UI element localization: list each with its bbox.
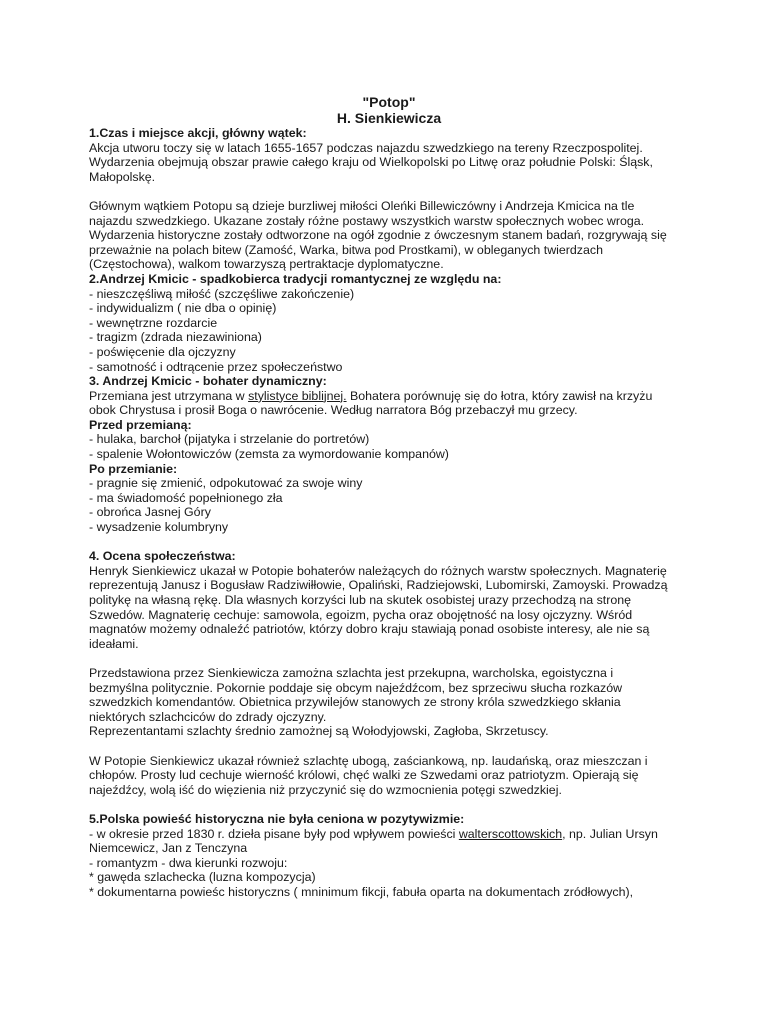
text-span: , np. Julian Ursyn	[562, 826, 658, 841]
list-item: - hulaka, barchoł (pijatyka i strzelanie do portretów)	[89, 432, 370, 447]
after-change-heading: Po przemianie:	[89, 461, 178, 476]
text-line: obok Chrystusa i prosił Boga o nawrócenie. Według narratora Bóg przebaczył mu grzecy.	[89, 403, 578, 418]
text-line: Szwedów. Magnaterię cechuje: samowola, egoizm, pycha oraz obojętność na losy ojczyzny. Wśród	[89, 607, 633, 622]
list-item: - poświęcenie dla ojczyzny	[89, 344, 236, 359]
text-line: - romantyzm - dwa kierunki rozwoju:	[89, 855, 288, 870]
text-line: najazdu szwedzkiego. Ukazane zostały różne postawy wszystkich warstw społecznych wobec wroga.	[89, 213, 645, 228]
list-item: - nieszczęśliwą miłość (szczęśliwe zakończenie)	[89, 286, 355, 301]
text-line: Małopolskę.	[89, 169, 156, 184]
text-span: Przemiana jest utrzymana w	[89, 388, 249, 403]
list-item: - samotność i odtrącenie przez społeczeństwo	[89, 359, 343, 374]
text-line: chłopów. Prosty lud cechuje wierność królowi, chęć walki ze Szwedami oraz patriotyzm. Opierają się	[89, 768, 639, 783]
text-line: W Potopie Sienkiewicz ukazał również szlachtę ubogą, zaściankową, np. laudańską, oraz mieszczan i	[89, 753, 648, 768]
text-line: magnatów możemy odnaleźć patriotów, którzy dobro kraju stawiają ponad osobiste interesy, ale nie są	[89, 622, 650, 637]
list-item: - tragizm (zdrada niezawiniona)	[89, 330, 262, 345]
document-title: "Potop"	[362, 94, 416, 110]
text-line: niektórych szlachciców do zdrady ojczyzny.	[89, 709, 327, 724]
document-author: H. Sienkiewicza	[336, 110, 442, 126]
section-1-heading: 1.Czas i miejsce akcji, główny wątek:	[89, 126, 307, 140]
list-item: - spalenie Wołontowiczów (zemsta za wymordowanie kompanów)	[89, 447, 449, 462]
text-line: reprezentują Janusz i Bogusław Radziwiłłowie, Opaliński, Radziejowski, Lubomirski, Zamoyski. Prowadzą	[89, 578, 668, 593]
text-line: bezmyślna politycznie. Pokornie poddaje się obcym najeźdźcom, bez sprzeciwu słucha rozkazów	[89, 680, 623, 695]
list-item: - obrońca Jasnej Góry	[89, 505, 211, 520]
text-line: (Częstochowa), walkom towarzyszą pertraktacje dyplomatyczne.	[89, 257, 444, 272]
section-5-heading: 5.Polska powieść historyczna nie była ceniona w pozytywizmie:	[89, 811, 465, 826]
list-item: * gawęda szlachecka (luzna kompozycja)	[89, 870, 316, 885]
list-item: - wysadzenie kolumbryny	[89, 520, 229, 535]
text-line: politykę na własną rękę. Dla własnych korzyści lub na skutek osobistej urazy przechodzą na stronę	[89, 593, 632, 607]
text-line: Przedstawiona przez Sienkiewicza zamożna szlachta jest przekupna, warcholska, egoistyczna i	[89, 665, 614, 680]
list-item: - indywidualizm ( nie dba o opinię)	[89, 301, 277, 316]
before-change-heading: Przed przemianą:	[89, 417, 192, 432]
text-line: Henryk Sienkiewicz ukazał w Potopie bohaterów należących do różnych warstw społecznych. Magnaterię	[89, 563, 667, 578]
text-line	[89, 389, 689, 404]
text-line: Reprezentantami szlachty średnio zamożnej są Wołodyjowski, Zagłoba, Skrzetuscy.	[89, 724, 549, 739]
section-4-heading: 4. Ocena społeczeństwa:	[89, 549, 236, 564]
text-line: Głównym wątkiem Potopu są dzieje burzliwej miłości Oleńki Billewiczówny i Andrzeja Kmicica na tle	[89, 198, 635, 213]
text-line: przeważnie na polach bitew (Zamość, Warka, bitwa pod Prostkami), w obleganych twierdzach	[89, 242, 603, 257]
walterscottowskich-link[interactable]: walterscottowskich	[458, 826, 563, 841]
list-item: - pragnie się zmienić, odpokutować za swoje winy	[89, 476, 363, 491]
section-3-heading: 3. Andrzej Kmicic - bohater dynamiczny:	[89, 374, 327, 389]
document-content	[89, 94, 689, 899]
text-line: szwedzkich komendantów. Obietnica przywilejów stanowych ze strony króla szwedzkiego skłania	[89, 695, 621, 710]
text-line: Akcja utworu toczy się w latach 1655-1657 podczas najazdu szwedzkiego na tereny Rzeczpospolitej.	[89, 140, 643, 155]
text-line: ideałami.	[89, 636, 139, 651]
text-line: Wydarzenia obejmują obszar prawie całego kraju od Wielkopolski po Litwę oraz południe Polski: Śląsk,	[89, 155, 653, 170]
text-line: Niemcewicz, Jan z Tenczyna	[89, 841, 248, 856]
list-item: - ma świadomość popełnionego zła	[89, 490, 283, 505]
stylistyce-link[interactable]: stylistyce biblijnej.	[248, 388, 347, 403]
text-line	[89, 827, 689, 842]
text-line: najeźdźcy, wolą iść do więzienia niż przyczynić się do wzmocnienia potęgi szwedzkiej.	[89, 782, 562, 797]
text-line: Wydarzenia historyczne zostały odtworzone na ogół zgodnie z ówczesnym stanem badań, rozgrywają się	[89, 228, 667, 243]
list-item: - wewnętrzne rozdarcie	[89, 315, 218, 330]
text-span: - w okresie przed 1830 r. dzieła pisane były pod wpływem powieści	[89, 826, 459, 841]
list-item: * dokumentarna powieśc historyczns ( mninimum fikcji, fabuła oparta na dokumentach zródłowych),	[89, 884, 634, 899]
text-span: Bohatera porównuję się do łotra, który zawisł na krzyżu	[346, 388, 653, 403]
section-2-heading: 2.Andrzej Kmicic - spadkobierca tradycji romantycznej ze względu na:	[89, 271, 502, 286]
